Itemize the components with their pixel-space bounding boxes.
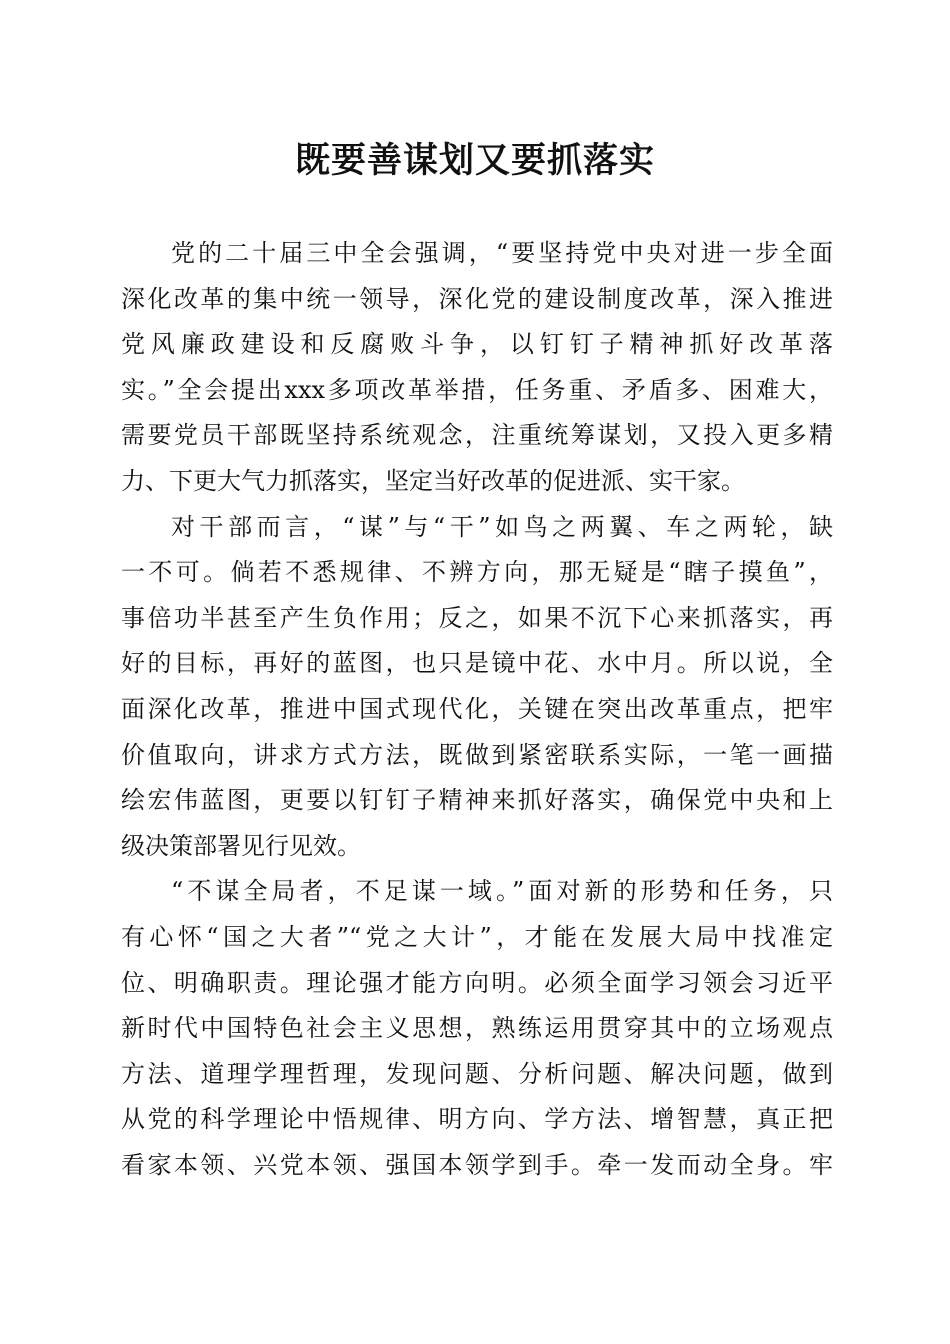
document-title: 既要善谋划又要抓落实: [294, 140, 655, 181]
paragraph-2-line-6: 价值取向，讲求方式方法，既做到紧密联系实际，一笔一画描: [121, 740, 833, 769]
paragraph-2-line-8: 级决策部署见行见效。: [121, 831, 361, 860]
paragraph-2-line-4: 好的目标，再好的蓝图，也只是镜中花、水中月。所以说，全: [121, 649, 833, 678]
paragraph-3-line-3: 位、明确职责。理论强才能方向明。必须全面学习领会习近平: [121, 968, 833, 997]
paragraph-1-line-3: 党风廉政建设和反腐败斗争，以钉钉子精神抓好改革落: [121, 330, 833, 359]
paragraph-2-line-3: 事倍功半甚至产生负作用；反之，如果不沉下心来抓落实，再: [121, 603, 833, 632]
paragraph-3-line-5: 方法、道理学理哲理，发现问题、分析问题、解决问题，做到: [121, 1059, 833, 1088]
document-body: [121, 231, 833, 1188]
paragraph-1-line-1: 党的二十届三中全会强调，“要坚持党中央对进一步全面: [171, 239, 833, 267]
paragraph-2-line-2: 一不可。倘若不悉规律、不辨方向，那无疑是“瞎子摸鱼”，: [121, 558, 833, 587]
paragraph-1-line-6: 力、下更大气力抓落实，坚定当好改革的促进派、实干家。: [121, 466, 745, 495]
paragraph-3-line-7: 看家本领、兴党本领、强国本领学到手。牵一发而动全身。牢: [121, 1150, 833, 1179]
paragraph-3-line-1: “不谋全局者，不足谋一域。”面对新的形势和任务，只: [171, 877, 833, 906]
paragraph-3-line-4: 新时代中国特色社会主义思想，熟练运用贯穿其中的立场观点: [121, 1014, 833, 1043]
paragraph-3-line-2: 有心怀“国之大者”“党之大计”，才能在发展大局中找准定: [121, 922, 833, 951]
paragraph-2-line-7: 绘宏伟蓝图，更要以钉钉子精神来抓好落实，确保党中央和上: [121, 786, 833, 815]
paragraph-1-line-2: 深化改革的集中统一领导，深化党的建设制度改革，深入推进: [121, 284, 833, 313]
paragraph-1-line-5: 需要党员干部既坚持系统观念，注重统筹谋划，又投入更多精: [121, 421, 833, 450]
paragraph-2-line-1: 对干部而言，“谋”与“干”如鸟之两翼、车之两轮，缺: [171, 512, 833, 541]
paragraph-2-line-5: 面深化改革，推进中国式现代化，关键在突出改革重点，把牢: [121, 694, 833, 723]
paragraph-3-line-6: 从党的科学理论中悟规律、明方向、学方法、增智慧，真正把: [121, 1105, 833, 1134]
paragraph-1-line-4: 实。”全会提出xxx多项改革举措，任务重、矛盾多、困难大，: [121, 375, 833, 404]
